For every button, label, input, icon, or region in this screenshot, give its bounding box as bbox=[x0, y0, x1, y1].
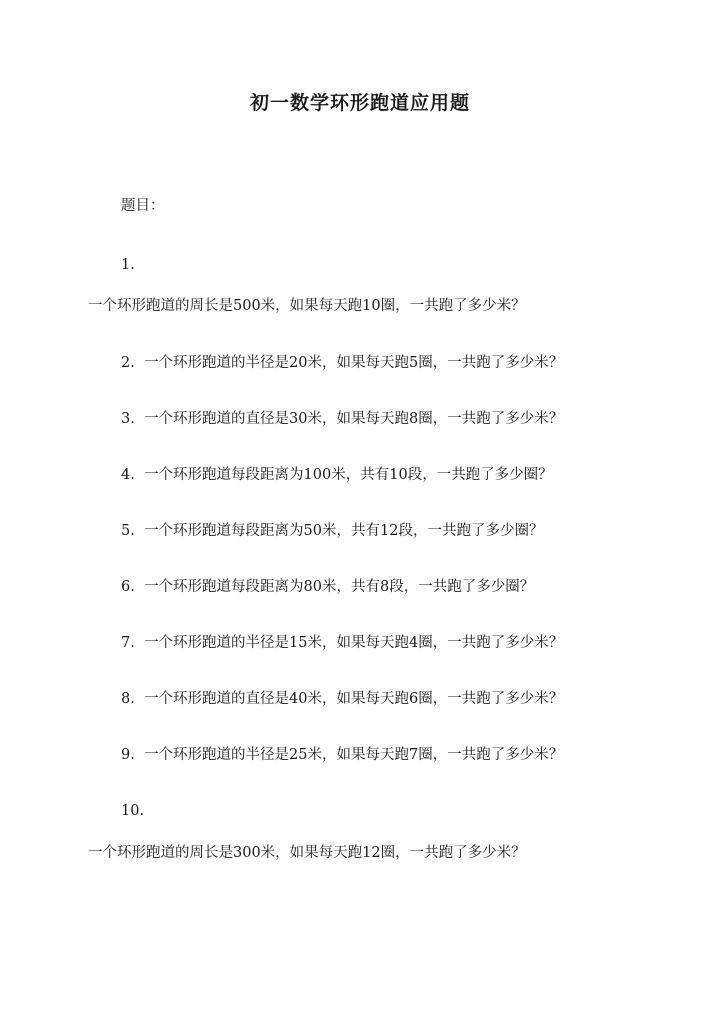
page-title: 初一数学环形跑道应用题 bbox=[249, 92, 470, 114]
question-1-number: 1. bbox=[121, 257, 135, 273]
question-7-text: 一个环形跑道的半径是15米，如果每天跑4圈，一共跑了多少米？ bbox=[144, 635, 564, 651]
question-6 bbox=[121, 577, 534, 597]
question-2-text: 一个环形跑道的半径是20米，如果每天跑5圈，一共跑了多少米？ bbox=[144, 355, 564, 371]
question-6-text: 一个环形跑道每段距离为80米，共有8段，一共跑了多少圈？ bbox=[144, 579, 535, 595]
question-1-text: 一个环形跑道的周长是500米，如果每天跑10圈，一共跑了多少米？ bbox=[88, 298, 526, 314]
question-8 bbox=[121, 689, 563, 709]
question-2-number: 2. bbox=[121, 355, 135, 371]
question-4-number: 4. bbox=[121, 467, 135, 483]
question-8-text: 一个环形跑道的直径是40米，如果每天跑6圈，一共跑了多少米？ bbox=[144, 691, 564, 707]
question-9-text: 一个环形跑道的半径是25米，如果每天跑7圈，一共跑了多少米？ bbox=[144, 747, 564, 763]
question-3-text: 一个环形跑道的直径是30米，如果每天跑8圈，一共跑了多少米？ bbox=[144, 411, 564, 427]
question-10-number: 10. bbox=[121, 803, 145, 819]
question-4-text: 一个环形跑道每段距离为100米，共有10段，一共跑了多少圈？ bbox=[144, 467, 553, 483]
question-2 bbox=[121, 353, 563, 373]
question-4 bbox=[121, 465, 553, 485]
question-10-text: 一个环形跑道的周长是300米，如果每天跑12圈，一共跑了多少米？ bbox=[88, 845, 526, 861]
question-3-number: 3. bbox=[121, 411, 135, 427]
question-9 bbox=[121, 745, 563, 765]
question-7 bbox=[121, 633, 563, 653]
section-heading: 题目： bbox=[121, 198, 165, 214]
question-7-number: 7. bbox=[121, 635, 135, 651]
question-3 bbox=[121, 409, 563, 429]
question-5-text: 一个环形跑道每段距离为50米，共有12段，一共跑了多少圈？ bbox=[144, 523, 544, 539]
question-6-number: 6. bbox=[121, 579, 135, 595]
question-8-number: 8. bbox=[121, 691, 135, 707]
question-5 bbox=[121, 521, 543, 541]
question-9-number: 9. bbox=[121, 747, 135, 763]
question-5-number: 5. bbox=[121, 523, 135, 539]
